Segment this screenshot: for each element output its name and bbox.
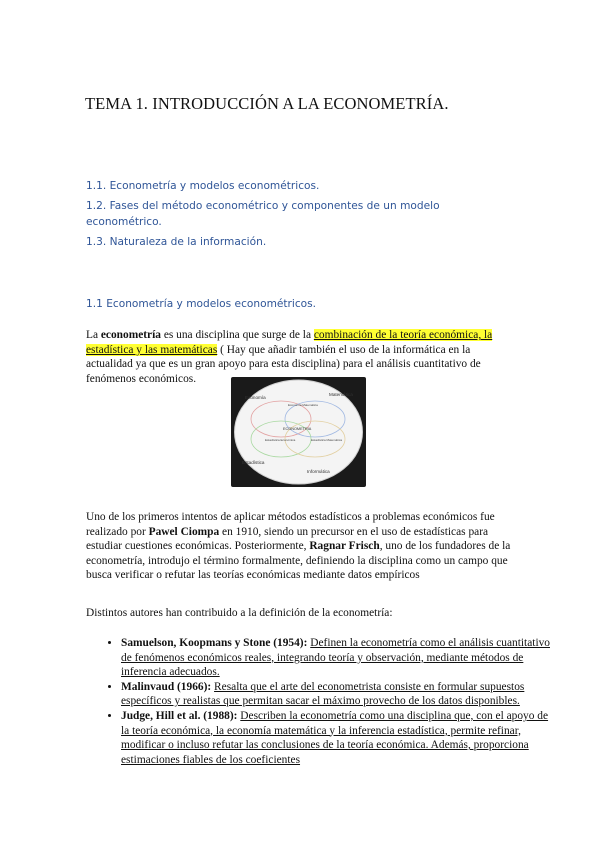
econometria-term: econometría — [100, 329, 161, 341]
venn-diagram-image — [231, 377, 366, 487]
authors-intro: Distintos autores han contribuido a la definición de la econometría: — [86, 607, 393, 619]
venn-label-estadistica-economica: Estadística Económica — [265, 438, 296, 442]
authors-list — [86, 636, 551, 767]
list-item — [121, 636, 551, 680]
history-text: , uno de los fundadores de la econometría, introdujo el término formalmente, definiendo la disciplina como un campo que busca verificar o refutar las teorías económicas mediante datos empíricos — [86, 540, 511, 582]
author-definition: Describen la econometría como una disciplina que, con el apoyo de la teoría económica, la economía matemática y la inferencia estadística, permite refinar, modificar o incluso refutar las conclusiones de la teoría económica. Además, proporciona estimaciones fiables de los coeficientes — [121, 709, 549, 766]
venn-label-econometria: ECONOMETRIA — [283, 427, 312, 431]
venn-label-economia: Economía — [245, 395, 266, 400]
highlighted-text: combinación de la teoría económica, la estadística y las matemáticas — [86, 329, 493, 356]
list-item — [121, 709, 551, 767]
author-name: Judge, Hill et al. (1988): — [121, 709, 238, 722]
history-text: en 1910, siendo un precursor en el uso de estadísticas para estudiar cuestiones económicas. Posteriormente, — [86, 525, 489, 553]
venn-label-estadistica-matematica: Estadística Matemática — [311, 438, 343, 442]
document-title: TEMA 1. INTRODUCCIÓN A LA ECONOMETRÍA. — [85, 94, 449, 113]
venn-label-estadistica: Estadística — [242, 460, 265, 465]
venn-label-informatica: Informática — [307, 469, 330, 474]
toc-item-2[interactable]: 1.2. Fases del método econométrico y componentes de un modelo econométrico. — [86, 200, 440, 228]
intro-text: La — [86, 329, 101, 341]
author-frisch: Ragnar Frisch — [309, 540, 380, 553]
history-text: Uno de los primeros intentos de aplicar métodos estadísticos a problemas económicos fue realizado por — [86, 511, 495, 538]
author-ciompa: Pawel Ciompa — [148, 525, 220, 538]
intro-text: es una disciplina que surge de la — [160, 329, 314, 341]
toc-item-1[interactable]: 1.1. Econometría y modelos econométricos. — [86, 180, 320, 192]
intro-text: ( Hay que añadir también el uso de la informática en la actualidad ya que es un gran apoyo para esta disciplina) para el análisis cuantitativo de fenómenos económicos. — [86, 343, 481, 385]
list-item — [121, 680, 551, 709]
toc-item-3[interactable]: 1.3. Naturaleza de la información. — [86, 236, 267, 248]
history-paragraph — [86, 510, 514, 583]
author-definition: Definen la econometría como el análisis cuantitativo de fenómenos económicos reales, integrando teoría y observación, mediante métodos de inferencia adecuados. — [121, 637, 550, 679]
author-name: Malinvaud (1966): — [121, 680, 212, 693]
venn-label-economia-matematica: Economía Matemática — [288, 403, 318, 407]
venn-label-matematica: Matemática — [329, 392, 353, 397]
author-definition: Resalta que el arte del econometrista consiste en formular supuestos específicos y realistas que permitan sacar el máximo provecho de los datos disponibles. — [121, 680, 525, 708]
section-heading: 1.1 Econometría y modelos econométricos. — [86, 298, 317, 310]
author-name: Samuelson, Koopmans y Stone (1954): — [121, 637, 308, 649]
